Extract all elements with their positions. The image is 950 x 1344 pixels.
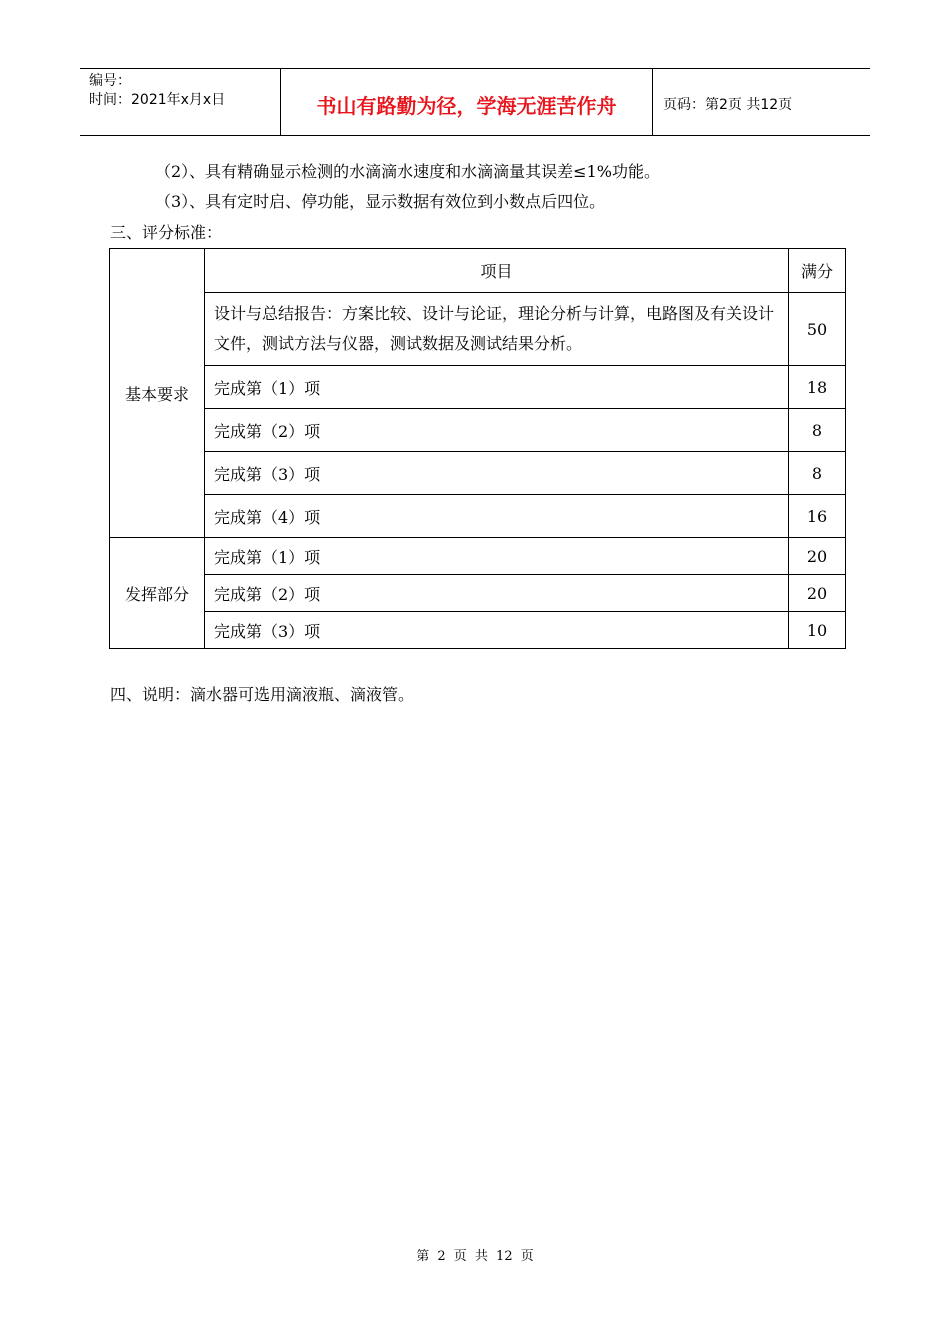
row-score: 20 (789, 538, 846, 575)
date-label: 时间：2021年x月x日 (89, 92, 226, 108)
row-item: 设计与总结报告：方案比较、设计与论证，理论分析与计算，电路图及有关设计文件，测试方法与仪器，测试数据及测试结果分析。 (205, 293, 789, 366)
row-item: 完成第（1）项 (205, 538, 789, 575)
header-meta (80, 69, 281, 135)
page-header (80, 68, 870, 136)
table-row (110, 452, 846, 495)
row-item: 完成第（4）项 (205, 495, 789, 538)
row-item: 完成第（1）项 (205, 366, 789, 409)
header-item: 项目 (205, 249, 789, 293)
header-motto: 书山有路勤为径，学海无涯苦作舟 (281, 69, 653, 135)
number-label: 编号： (89, 73, 131, 89)
requirement-item-3: （3）、具有定时启、停功能，显示数据有效位到小数点后四位。 (155, 192, 606, 211)
row-score: 18 (789, 366, 846, 409)
row-item: 完成第（3）项 (205, 452, 789, 495)
page-footer: 第 2 页 共 12 页 (416, 1249, 534, 1264)
row-score: 8 (789, 409, 846, 452)
category-extra: 发挥部分 (110, 538, 205, 649)
row-item: 完成第（2）项 (205, 409, 789, 452)
table-row (110, 293, 846, 366)
header-page-info: 页码：第2页 共12页 (663, 97, 793, 113)
table-row (110, 409, 846, 452)
table-row (110, 538, 846, 575)
table-row (110, 366, 846, 409)
row-score: 50 (789, 293, 846, 366)
scoring-table (109, 248, 846, 649)
row-item: 完成第（3）项 (205, 612, 789, 649)
section-note: 四、说明：滴水器可选用滴液瓶、滴液管。 (110, 685, 415, 704)
section-title-scoring: 三、评分标准： (110, 223, 223, 242)
row-score: 20 (789, 575, 846, 612)
table-row (110, 495, 846, 538)
header-score: 满分 (789, 249, 846, 293)
requirement-item-2: （2）、具有精确显示检测的水滴滴水速度和水滴滴量其误差≤1%功能。 (155, 162, 660, 181)
row-item: 完成第（2）项 (205, 575, 789, 612)
row-score: 10 (789, 612, 846, 649)
category-basic: 基本要求 (110, 249, 205, 538)
table-row (110, 575, 846, 612)
table-header-row (110, 249, 846, 293)
row-score: 8 (789, 452, 846, 495)
table-row (110, 612, 846, 649)
row-score: 16 (789, 495, 846, 538)
